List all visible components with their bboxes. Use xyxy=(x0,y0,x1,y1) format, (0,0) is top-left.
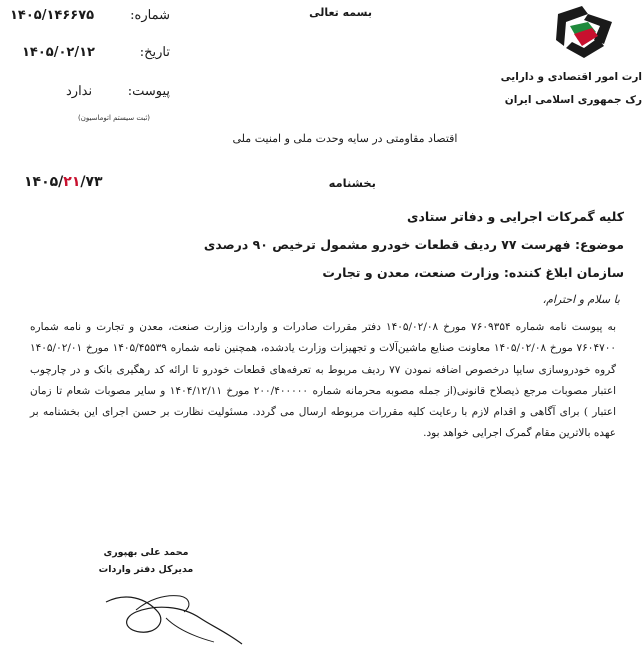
bismillah-heading: بسمه تعالی xyxy=(309,6,372,19)
handwritten-signature xyxy=(96,572,246,652)
letter-date-value: ۱۴۰۵/۰۲/۱۲ xyxy=(22,45,95,60)
circular-number-part1: ۱۴۰۵/ xyxy=(24,174,64,190)
attachment-label: پیوست: xyxy=(127,84,170,99)
automation-note: (ثبت سیستم اتوماسیون) xyxy=(78,114,150,122)
customs-logo xyxy=(548,4,622,66)
body-paragraph: به پیوست نامه شماره ۷۶۰۹۳۵۴ مورخ ۱۴۰۵/۰۲/۰۸ دفتر مقررات صادرات و واردات وزارت صنعت، معدن و تجارت و نامه شماره ۷۶۰۴۷۰۰ مورخ ۱۴۰۵/۰۲/۰۸ معاونت صنایع ماشین‌آلات و تجهیزات وزارت یادشده، همچنین نامه شماره ۱۴۰۵/۴۵۵۳۹ مورخ ۱۴۰۵/۰۲/۰۱ گروه خودروسازی سایپا درخصوص اضافه نمودن ۷۷ ردیف مربوط به تعرفه‌های قطعات خودرو تا ارائه کد رهگیری بانک و در چارچوب اعتبار مصوبات مرجع ذیصلاح قانونی(از جمله مصوبه محرمانه شماره ۲۰۰/۴۰۰۰۰۰ مورخ ۱۴۰۴/۱۲/۱۱ و سایر مصوبات شعام تا زمان اعتبار ) برای آگاهی و اقدام لازم با رعایت کلیه مقررات مربوطه ارسال می گردد. مسئولیت نظارت بر حسن اجرای این بخشنامه بر عهده بالاترین مقام گمرک اجرایی خواهد بود. xyxy=(30,321,617,440)
letter-number-value: ۱۴۰۵/۱۴۶۶۷۵ xyxy=(10,8,95,23)
org-line-customs: رک جمهوری اسلامی ایران xyxy=(504,94,642,106)
addressee: کلیه گمرکات اجرایی و دفاتر ستادی xyxy=(407,209,624,224)
greeting-handwritten: با سلام و احترام، xyxy=(542,293,620,306)
circular-number-part2: ۲۱ xyxy=(63,174,81,190)
circular-title: بخشنامه xyxy=(328,176,376,190)
circular-number-part3: /۷۳ xyxy=(80,174,103,190)
signatory-name: محمد علی بهپوری xyxy=(103,547,189,558)
signatory-title: مدیرکل دفتر واردات xyxy=(98,564,194,575)
subject-line: موضوع: فهرست ۷۷ ردیف قطعات خودرو مشمول ترخیص ۹۰ درصدی xyxy=(203,237,624,252)
circular-number xyxy=(24,174,103,190)
letter-number-label: شماره: xyxy=(130,8,170,23)
issuer-line: سازمان ابلاغ کننده: وزارت صنعت، معدن و تجارت xyxy=(322,265,624,280)
letter-date-label: تاریخ: xyxy=(139,45,170,60)
attachment-value: ندارد xyxy=(66,84,93,99)
org-line-ministry: ارت امور اقتصادی و دارایی xyxy=(500,71,642,83)
slogan: اقتصاد مقاومتی در سایه وحدت ملی و امنیت ملی xyxy=(232,132,458,145)
